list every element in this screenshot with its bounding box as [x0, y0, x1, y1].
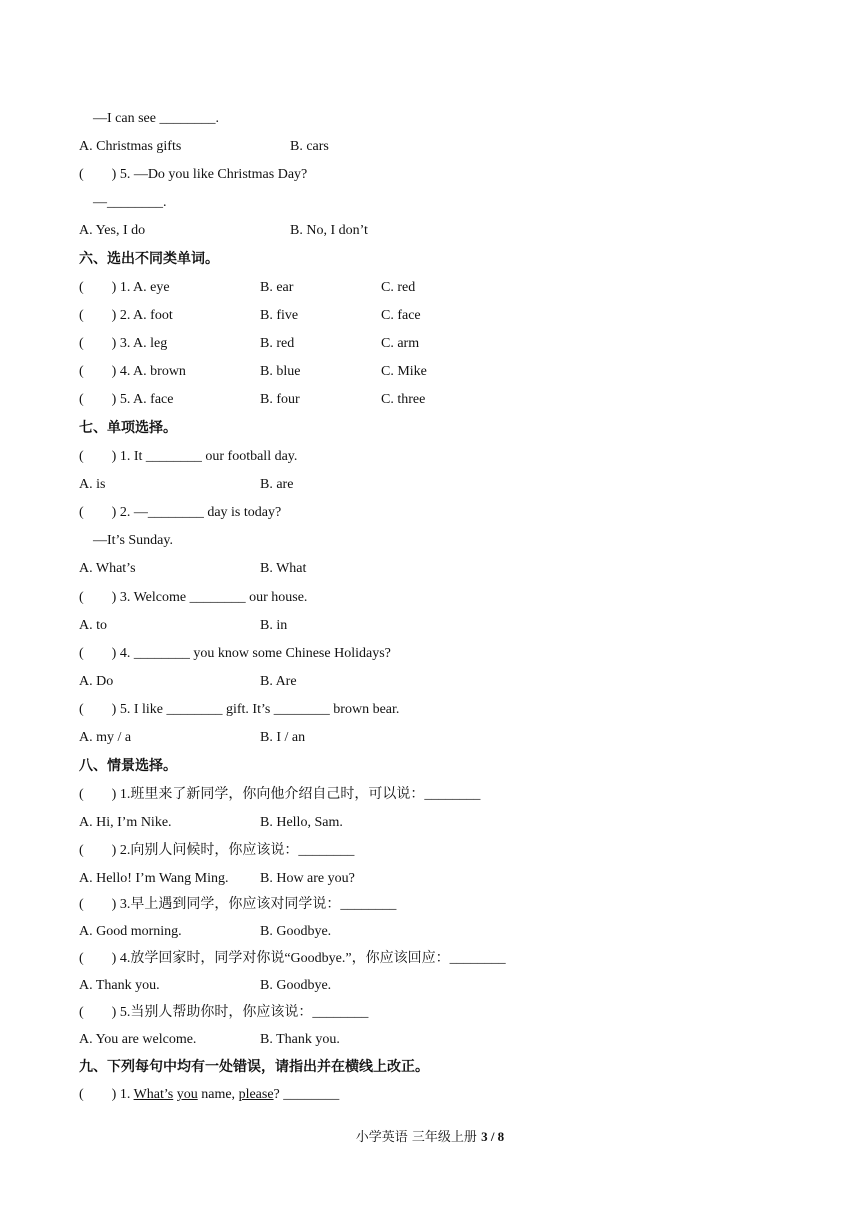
s7-q3-stem: ( ) 3. Welcome ________ our house. — [79, 590, 308, 605]
underlined-word: you — [176, 1087, 198, 1102]
footer-subject: 小学英语 三年级上册 — [355, 1130, 482, 1145]
plain-text: name, — [197, 1087, 239, 1102]
option-b: B. Thank you. — [260, 1032, 340, 1047]
s8-q5-stem: ( ) 5.当别人帮助你时，你应该说：________ — [79, 1005, 369, 1020]
s7-q2-stem: ( ) 2. —________ day is today? — [79, 505, 282, 520]
item-choice-c: C. arm — [381, 336, 420, 351]
item-choice-c: C. three — [381, 392, 426, 407]
item-choice-a: ( ) 2. A. foot — [79, 308, 173, 323]
s8-q2-options — [79, 870, 779, 888]
s7-q4-stem: ( ) 4. ________ you know some Chinese Holidays? — [79, 646, 391, 661]
underlined-word: please — [238, 1087, 274, 1102]
option-b: B. Goodbye. — [260, 978, 332, 993]
s7-q3-options — [79, 617, 779, 635]
section-6-item — [79, 279, 779, 297]
option-a: A. What’s — [79, 561, 136, 576]
option-b: B. What — [260, 561, 307, 576]
option-b: B. Are — [260, 674, 297, 689]
s8-q1-options — [79, 814, 779, 832]
option-a: A. You are welcome. — [79, 1032, 197, 1047]
section-6-item — [79, 391, 779, 409]
s7-q1-stem: ( ) 1. It ________ our football day. — [79, 449, 298, 464]
s7-q2-reply: —It’s Sunday. — [93, 533, 173, 548]
option-b: B. in — [260, 618, 288, 633]
option-a: A. Hi, I’m Nike. — [79, 815, 172, 830]
option-a: A. Good morning. — [79, 924, 182, 939]
option-b: B. No, I don’t — [290, 223, 368, 238]
option-a: A. Hello! I’m Wang Ming. — [79, 871, 229, 886]
page-footer — [0, 1126, 860, 1145]
item-choice-b: B. red — [260, 336, 295, 351]
s8-q5-options — [79, 1031, 779, 1049]
item-choice-b: B. five — [260, 308, 299, 323]
option-b: B. cars — [290, 139, 329, 154]
section-6-item — [79, 307, 779, 325]
s7-q2-options — [79, 560, 779, 578]
s8-q4-options — [79, 977, 779, 995]
q4-options — [79, 138, 779, 156]
option-a: A. my / a — [79, 730, 132, 745]
option-a: A. to — [79, 618, 107, 633]
item-choice-b: B. ear — [260, 280, 294, 295]
q4-answer-line: —I can see ________. — [93, 111, 219, 126]
section-6-title: 六、选出不同类单词。 — [79, 251, 219, 267]
s7-q5-stem: ( ) 5. I like ________ gift. It’s ________ brown bear. — [79, 702, 400, 717]
option-b: B. Goodbye. — [260, 924, 332, 939]
s7-q4-options — [79, 673, 779, 691]
page-number: 3 / 8 — [481, 1129, 505, 1144]
item-choice-c: C. Mike — [381, 364, 427, 379]
item-choice-c: C. face — [381, 308, 421, 323]
item-choice-a: ( ) 1. A. eye — [79, 280, 170, 295]
option-b: B. I / an — [260, 730, 306, 745]
item-choice-a: ( ) 5. A. face — [79, 392, 174, 407]
section-7-title: 七、单项选择。 — [79, 420, 177, 436]
section-6-item — [79, 335, 779, 353]
item-choice-c: C. red — [381, 280, 416, 295]
s9-q1-stem — [79, 1086, 339, 1104]
s8-q3-options — [79, 923, 779, 941]
option-a: A. Thank you. — [79, 978, 160, 993]
option-b: B. How are you? — [260, 871, 355, 886]
underlined-word: What’s — [133, 1087, 174, 1102]
s8-q1-stem: ( ) 1.班里来了新同学，你向他介绍自己时，可以说：________ — [79, 787, 481, 802]
s8-q2-stem: ( ) 2.向别人问候时，你应该说：________ — [79, 843, 355, 858]
s8-q4-stem: ( ) 4.放学回家时，同学对你说“Goodbye.”，你应该回应：________ — [79, 951, 506, 966]
q5-options — [79, 222, 779, 240]
s7-q5-options — [79, 729, 779, 747]
answer-blank: ? ________ — [273, 1087, 340, 1102]
question-number: ( ) 1. — [79, 1087, 134, 1102]
item-choice-b: B. four — [260, 392, 300, 407]
option-a: A. is — [79, 477, 106, 492]
q5-stem: ( ) 5. —Do you like Christmas Day? — [79, 167, 308, 182]
option-a: A. Christmas gifts — [79, 139, 182, 154]
q5-answer-line: —________. — [93, 195, 167, 210]
s8-q3-stem: ( ) 3.早上遇到同学，你应该对同学说：________ — [79, 897, 397, 912]
option-b: B. are — [260, 477, 294, 492]
section-6-item — [79, 363, 779, 381]
option-a: A. Do — [79, 674, 114, 689]
section-9-title: 九、下列每句中均有一处错误，请指出并在横线上改正。 — [79, 1059, 429, 1075]
item-choice-a: ( ) 3. A. leg — [79, 336, 168, 351]
item-choice-b: B. blue — [260, 364, 301, 379]
option-b: B. Hello, Sam. — [260, 815, 343, 830]
s7-q1-options — [79, 476, 779, 494]
item-choice-a: ( ) 4. A. brown — [79, 364, 186, 379]
option-a: A. Yes, I do — [79, 223, 146, 238]
section-8-title: 八、情景选择。 — [79, 758, 177, 774]
